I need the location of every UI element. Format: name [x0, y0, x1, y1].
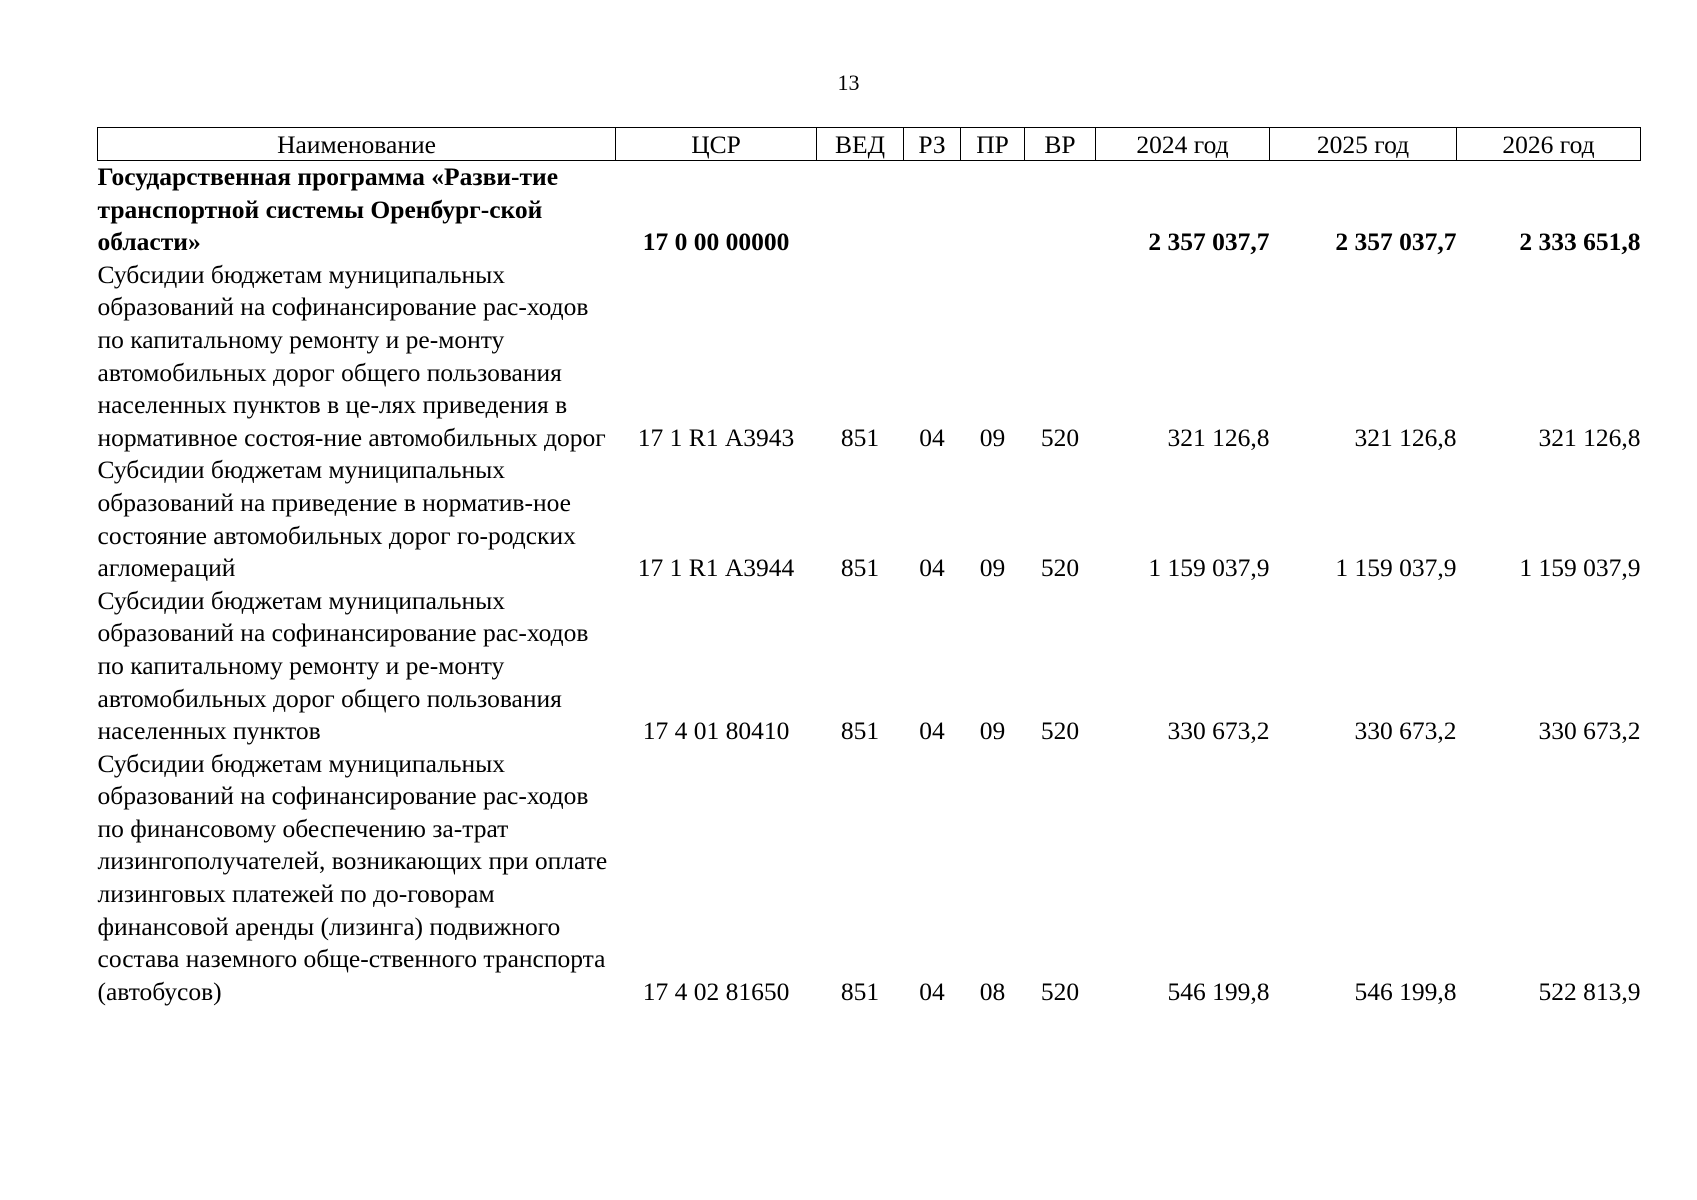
row-pr — [961, 161, 1025, 259]
row-2026: 321 126,8 — [1538, 422, 1641, 452]
row-pr: 09 — [979, 716, 1006, 746]
row-ved: 851 — [840, 976, 880, 1006]
row-2024: 546 199,8 — [1167, 976, 1270, 1006]
row-name: Субсидии бюджетам муниципальных образований на приведение в норматив-ное состояние автомобильных дорог го-родских агломераций — [97, 455, 576, 583]
row-name: Субсидии бюджетам муниципальных образований на софинансирование рас-ходов по капитальному ремонту и ре-монту автомобильных дорог общего пользования населенных пунктов — [97, 585, 589, 746]
row-rz: 04 — [919, 553, 945, 583]
row-2025: 546 199,8 — [1354, 976, 1457, 1006]
row-csr: 17 1 R1 А3943 — [637, 422, 795, 452]
row-ved — [817, 161, 904, 259]
page-number: 13 — [837, 70, 860, 95]
row-csr: 17 1 R1 А3944 — [637, 553, 795, 583]
budget-table — [97, 127, 1641, 1008]
table-row-program-total — [98, 161, 1641, 259]
header-vr: ВР — [1025, 128, 1096, 161]
row-rz: 04 — [919, 716, 945, 746]
row-vr: 520 — [1040, 976, 1080, 1006]
row-name: Субсидии бюджетам муниципальных образований на софинансирование рас-ходов по финансовому обеспечению за-трат лизингополучателей, возникающих при оплате лизинговых платежей по до-говорам финансовой аренды (лизинга) подвижного состава наземного обще-ственного транспорта (автобусов) — [97, 748, 608, 1006]
row-2026: 522 813,9 — [1538, 976, 1641, 1006]
header-name: Наименование — [98, 128, 616, 161]
row-ved: 851 — [840, 553, 880, 583]
row-2025: 2 357 037,7 — [1335, 227, 1457, 257]
row-2024: 321 126,8 — [1167, 422, 1270, 452]
header-pr: ПР — [961, 128, 1025, 161]
row-2024: 2 357 037,7 — [1148, 227, 1270, 257]
row-rz: 04 — [919, 422, 945, 452]
table-header-row — [98, 128, 1641, 161]
row-pr: 09 — [979, 553, 1006, 583]
table-row — [98, 259, 1641, 455]
row-name: Государственная программа «Разви-тие транспортной системы Оренбург-ской области» — [97, 162, 559, 257]
row-2026: 330 673,2 — [1538, 716, 1641, 746]
row-2024: 330 673,2 — [1167, 716, 1270, 746]
header-ved: ВЕД — [817, 128, 904, 161]
table-row — [98, 454, 1641, 584]
row-pr: 09 — [979, 422, 1006, 452]
row-ved: 851 — [840, 422, 880, 452]
row-vr: 520 — [1040, 553, 1080, 583]
row-csr: 17 4 01 80410 — [642, 716, 790, 746]
header-2025: 2025 год — [1270, 128, 1457, 161]
header-2026: 2026 год — [1457, 128, 1641, 161]
row-2025: 330 673,2 — [1354, 716, 1457, 746]
header-csr: ЦСР — [616, 128, 817, 161]
row-csr: 17 4 02 81650 — [642, 976, 790, 1006]
header-rz: РЗ — [904, 128, 961, 161]
row-rz: 04 — [919, 976, 945, 1006]
table-row — [98, 748, 1641, 1009]
row-2025: 321 126,8 — [1354, 422, 1457, 452]
row-csr: 17 0 00 00000 — [642, 227, 790, 257]
row-name: Субсидии бюджетам муниципальных образований на софинансирование рас-ходов по капитальному ремонту и ре-монту автомобильных дорог общего пользования населенных пунктов в це-лях приведения в нормативное состоя-ние автомобильных дорог — [97, 259, 606, 452]
row-pr: 08 — [979, 976, 1006, 1006]
row-rz — [904, 161, 961, 259]
row-vr: 520 — [1040, 422, 1080, 452]
row-2026: 1 159 037,9 — [1519, 553, 1641, 583]
row-vr: 520 — [1040, 716, 1080, 746]
row-2026: 2 333 651,8 — [1519, 227, 1641, 257]
header-2024: 2024 год — [1096, 128, 1270, 161]
table-row — [98, 585, 1641, 748]
row-2025: 1 159 037,9 — [1335, 553, 1457, 583]
row-2024: 1 159 037,9 — [1148, 553, 1270, 583]
row-ved: 851 — [840, 716, 880, 746]
row-vr — [1025, 161, 1096, 259]
